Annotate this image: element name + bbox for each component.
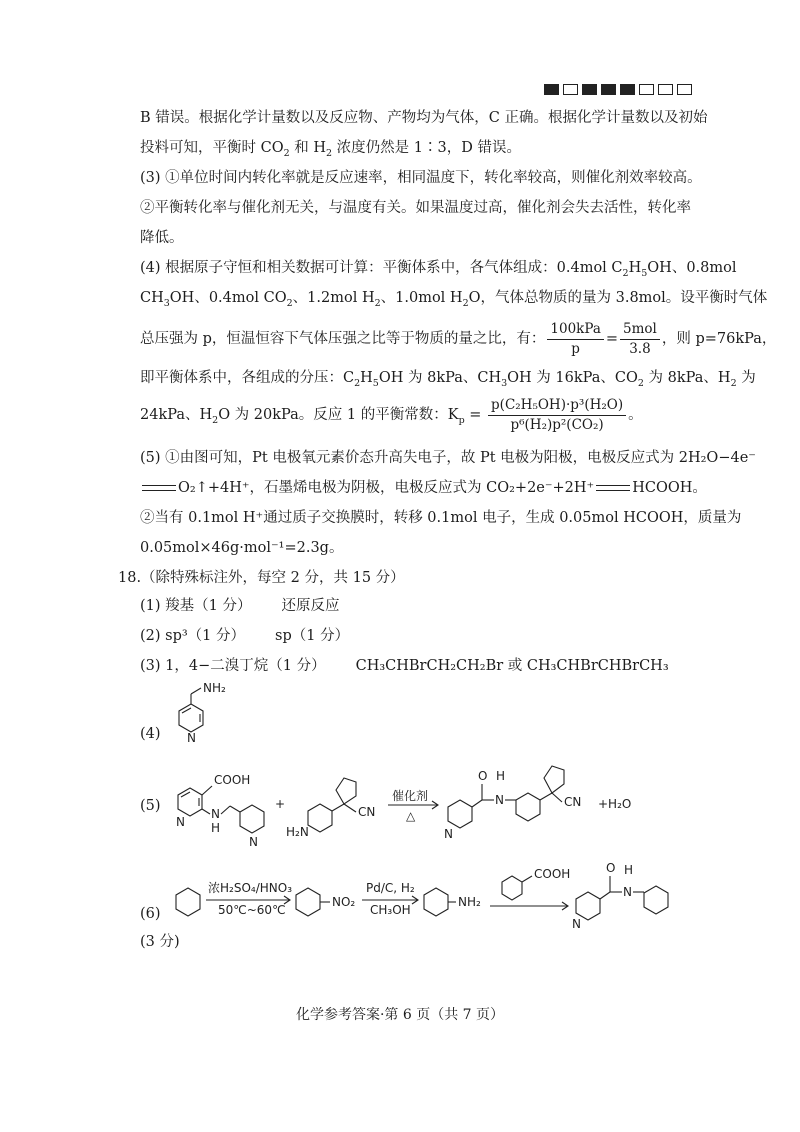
- q17-part4-line-1: (4) 根据原子守恒和相关数据可计算：平衡体系中，各气体组成：0.4mol $C_2H_5OH$、0.8mol: [140, 260, 737, 279]
- amine-label: NH₂: [203, 681, 226, 695]
- page-footer: 化学参考答案·第 6 页（共 7 页）: [295, 1007, 505, 1023]
- q18-answer-2: (2) sp³（1 分） sp（1 分）: [140, 628, 350, 644]
- progress-boxes: [544, 84, 692, 95]
- carbonyl-o-label: O: [478, 769, 488, 783]
- progress-box: [639, 84, 654, 95]
- pyridine-ring: [502, 876, 522, 900]
- q18-answer-5-label: (5): [140, 798, 161, 814]
- plus-sign: +: [275, 797, 286, 811]
- amide-n-label: N: [495, 793, 504, 807]
- q17-part3-line-3: 降低。: [140, 230, 184, 246]
- reaction-5-scheme: [160, 760, 640, 860]
- q17-part3-line-2: ②平衡转化率与催化剂无关，与温度有关。如果温度过高，催化剂会失去活性，转化率: [140, 200, 691, 216]
- q18-answer-6-score: (3 分): [140, 934, 180, 950]
- pyridine-ring: [576, 892, 600, 920]
- pressure-fraction-2: $\frac{\text{5mol}}{3.8}$: [620, 321, 660, 358]
- q18-title: 18.（除特殊标注外，每空 2 分，共 15 分）: [118, 570, 405, 586]
- reduction-reagent-label: Pd/C, H₂: [366, 881, 415, 895]
- cn-label: CN: [564, 795, 582, 809]
- q17-part4-line-5: 24kPa、$H_2O$ 为 20kPa。反应 1 的平衡常数：$K_p$ = $\frac{\text{p(C₂H₅OH)·p³(H₂O)}}{\text{p⁶(H₂)p²(CO₂)}}$ 。: [140, 396, 643, 433]
- progress-box: [544, 84, 559, 95]
- reduction-condition-label: CH₃OH: [370, 903, 411, 917]
- cyclopentane-ring: [544, 766, 564, 793]
- q17-part4-line-2: $CH_3OH$、0.4mol $CO_2$、1.2mol $H_2$、1.0mol $H_2O$，气体总物质的量为 3.8mol。设平衡时气体: [140, 290, 768, 309]
- heat-label: △: [406, 809, 416, 823]
- q17-part4-line-4: 即平衡体系中，各组成的分压：$C_2H_5OH$ 为 8kPa、$CH_3OH$ 为 16kPa、$CO_2$ 为 8kPa、$H_2$ 为: [140, 370, 756, 389]
- pressure-fraction-1: $\frac{\text{100kPa}}{p}$: [547, 321, 603, 358]
- amide-h-label: H: [496, 769, 506, 783]
- q17-line-2: 投料可知，平衡时 $CO_2$ 和 $H_2$ 浓度仍然是 1∶3，D 错误。: [140, 140, 521, 159]
- cooh-label: COOH: [214, 773, 251, 787]
- cooh-label: COOH: [534, 867, 571, 881]
- q17-part5-line-4: 0.05mol×46g·mol⁻¹=2.3g。: [140, 540, 344, 556]
- q17-line-1: B 错误。根据化学计量数以及反应物、产物均为气体，C 正确。根据化学计量数以及初始: [140, 110, 708, 126]
- catalyst-label: 催化剂: [392, 789, 429, 803]
- water-label: +H₂O: [598, 797, 632, 811]
- amide-h-label: H: [624, 863, 634, 877]
- benzene-ring: [296, 888, 320, 916]
- benzene-ring: [176, 888, 200, 916]
- q18-answer-4-label: (4): [140, 726, 161, 742]
- nitration-condition-label: 50℃~60℃: [218, 903, 286, 917]
- progress-box: [601, 84, 616, 95]
- progress-box: [563, 84, 578, 95]
- benzene-ring: [308, 804, 332, 832]
- h2n-label: H₂N: [286, 825, 309, 839]
- q17-part3-line-1: (3) ①单位时间内转化率就是反应速率，相同温度下，转化率较高，则催化剂效率较高。: [140, 170, 702, 186]
- q18-answer-3: (3) 1，4−二溴丁烷（1 分） CH₃CHBrCH₂CH₂Br 或 CH₃CHBrCHBrCH₃: [140, 658, 669, 674]
- progress-box: [658, 84, 673, 95]
- ring-nitrogen-label: N: [249, 835, 258, 849]
- ring-nitrogen-label: N: [187, 731, 196, 745]
- amine-h-label: H: [211, 821, 221, 835]
- structure-4-aminomethylpyridine: [165, 676, 245, 756]
- reaction-equals-sign: [596, 485, 630, 491]
- cyclopentane-ring: [336, 778, 356, 804]
- benzene-ring: [424, 888, 448, 916]
- ring-nitrogen-label: N: [444, 827, 453, 841]
- ring-nitrogen-label: N: [176, 815, 185, 829]
- q17-part5-line-2: O₂↑+4H⁺，石墨烯电极为阴极，电极反应式为 CO₂+2e⁻+2H⁺ HCOOH。: [140, 478, 707, 498]
- amine-label: NH₂: [458, 895, 481, 909]
- reaction-6-scheme: [170, 862, 690, 932]
- amine-n-label: N: [211, 807, 220, 821]
- progress-box: [620, 84, 635, 95]
- nitro-label: NO₂: [332, 895, 356, 909]
- pyridine-ring: [448, 800, 472, 828]
- pyridine-ring: [240, 805, 264, 833]
- reaction-equals-sign: [142, 485, 176, 491]
- q17-part5-line-1: (5) ①由图可知，Pt 电极氧元素价态升高失电子，故 Pt 电极为阳极，电极反应式为 2H₂O−4e⁻: [140, 450, 756, 466]
- amide-n-label: N: [623, 885, 632, 899]
- q18-answer-6-label: (6): [140, 906, 161, 922]
- benzene-ring: [516, 793, 540, 821]
- carbonyl-o-label: O: [606, 861, 616, 875]
- kp-fraction: $\frac{\text{p(C₂H₅OH)·p³(H₂O)}}{\text{p⁶(H₂)p²(CO₂)}}$: [488, 397, 626, 434]
- q18-answer-1: (1) 羧基（1 分） 还原反应: [140, 598, 340, 614]
- q17-part4-line-3: 总压强为 p，恒温恒容下气体压强之比等于物质的量之比，有： $\frac{\text{100kPa}}{p}$ = $\frac{\text{5mol}}{3.8}$ ，则 p=76kPa，: [140, 320, 777, 357]
- progress-box: [582, 84, 597, 95]
- cn-label: CN: [358, 805, 376, 819]
- nitration-reagent-label: 浓H₂SO₄/HNO₃: [208, 881, 293, 895]
- ring-nitrogen-label: N: [572, 917, 581, 931]
- benzene-ring: [644, 886, 668, 914]
- progress-box: [677, 84, 692, 95]
- q17-part5-line-3: ②当有 0.1mol H⁺通过质子交换膜时，转移 0.1mol 电子，生成 0.05mol HCOOH，质量为: [140, 510, 742, 526]
